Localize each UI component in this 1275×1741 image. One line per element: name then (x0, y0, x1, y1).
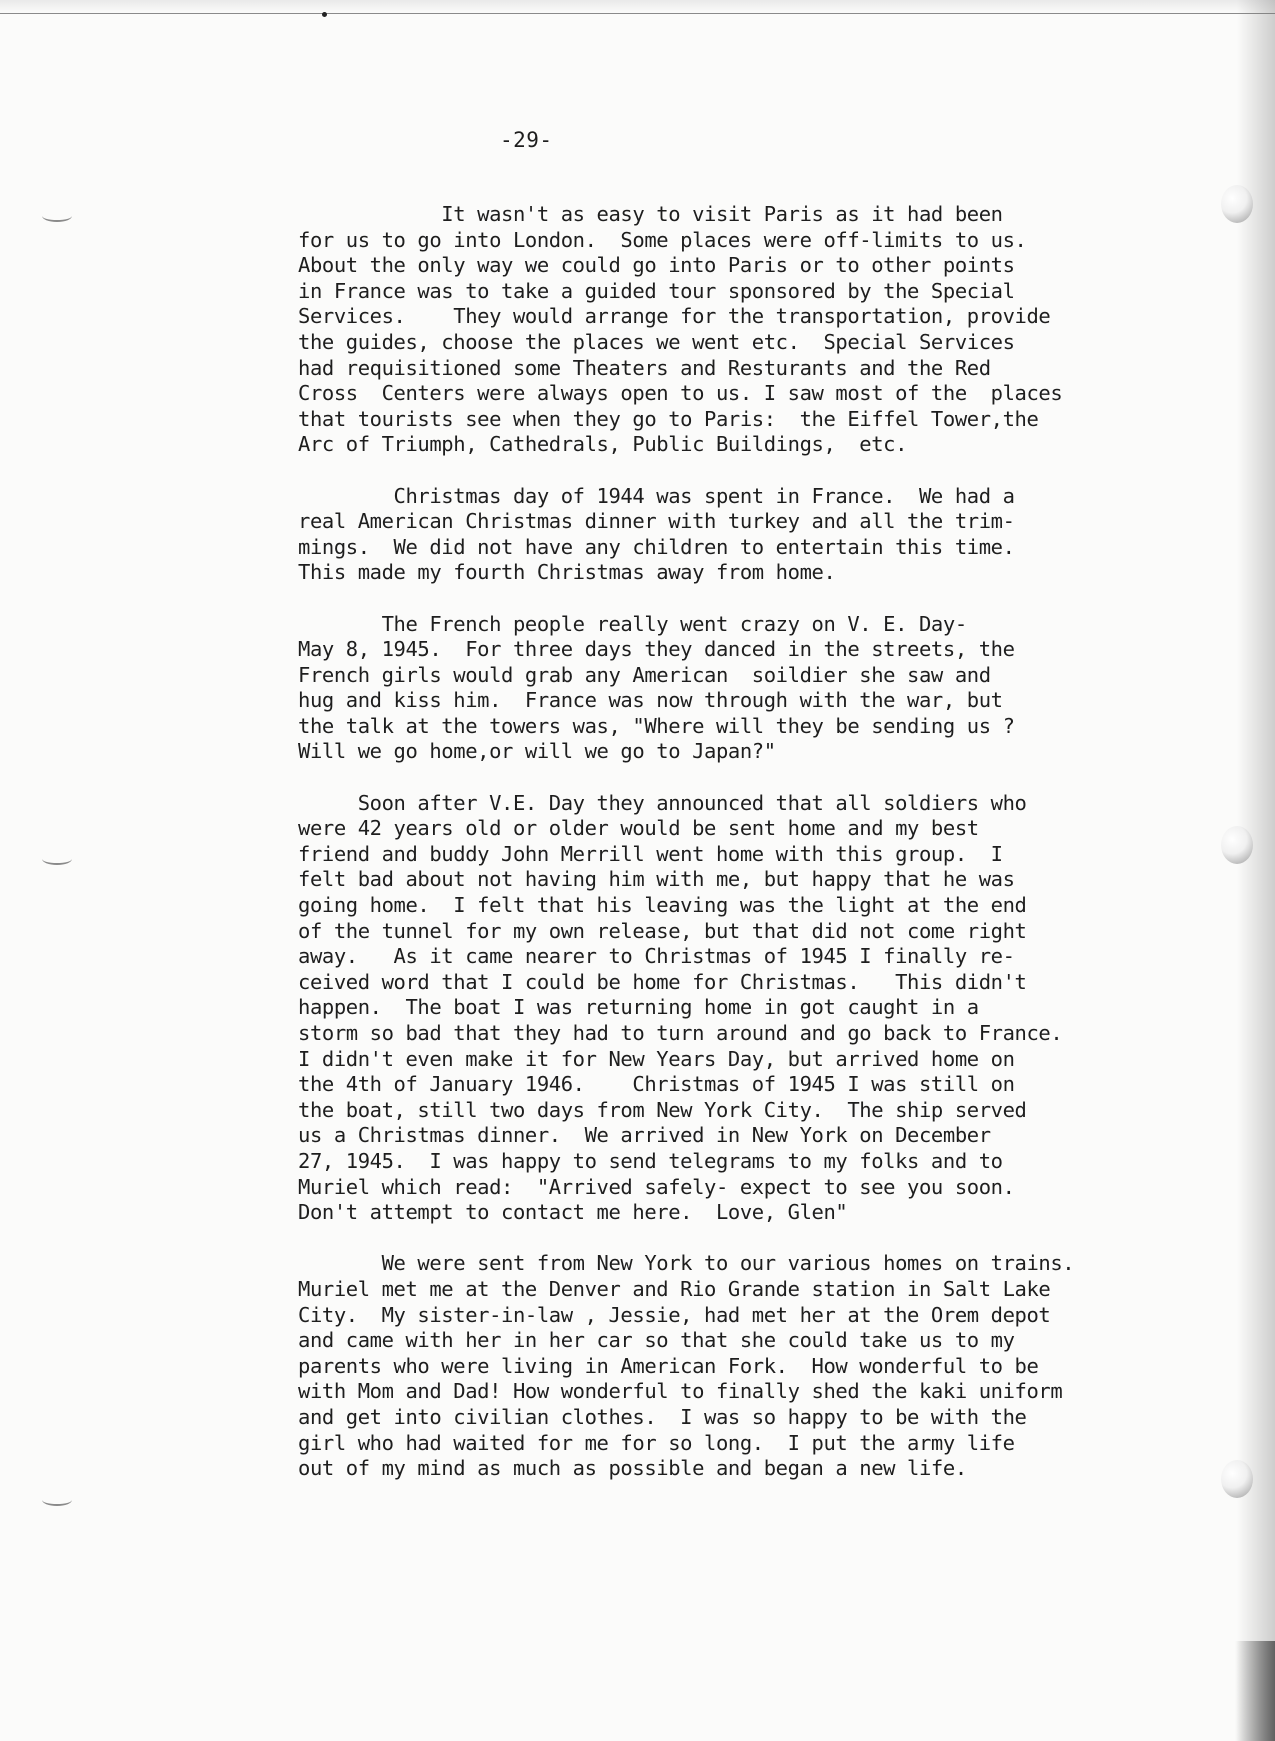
text-line: away. As it came nearer to Christmas of 1945 I finally re- (298, 944, 1015, 969)
text-line: 27, 1945. I was happy to send telegrams to my folks and to (298, 1148, 1003, 1173)
ink-dot (322, 12, 327, 17)
text-line: ceived word that I could be home for Christmas. This didn't (298, 969, 1027, 994)
text-line: girl who had waited for me for so long. I put the army life (298, 1430, 1015, 1455)
page-corner-shadow (1235, 1641, 1275, 1741)
text-line: out of my mind as much as possible and began a new life. (298, 1456, 967, 1481)
paragraph (298, 202, 1074, 458)
text-line: real American Christmas dinner with turkey and all the trim- (298, 509, 1015, 534)
text-line: parents who were living in American Fork. How wonderful to be (298, 1353, 1039, 1378)
paragraph (298, 791, 1074, 1226)
text-line: going home. I felt that his leaving was the light at the end (298, 893, 1027, 918)
text-line: It wasn't as easy to visit Paris as it had been (298, 202, 1003, 226)
text-line: the guides, choose the places we went etc. Special Services (298, 329, 1015, 354)
text-line: We were sent from New York to our various homes on trains. (298, 1251, 1075, 1276)
text-line: Cross Centers were always open to us. I saw most of the places (298, 381, 1063, 406)
text-line: The French people really went crazy on V. E. Day- (298, 611, 967, 636)
text-line: in France was to take a guided tour sponsored by the Special (298, 278, 1015, 303)
text-line: I didn't even make it for New Years Day, but arrived home on (298, 1046, 1015, 1071)
text-line: us a Christmas dinner. We arrived in New York on December (298, 1123, 991, 1148)
text-line: that tourists see when they go to Paris: the Eiffel Tower,the (298, 406, 1039, 431)
text-line: Arc of Triumph, Cathedrals, Public Buildings, etc. (298, 432, 908, 457)
text-line: for us to go into London. Some places were off-limits to us. (298, 227, 1027, 252)
text-line: the talk at the towers was, "Where will they be sending us ? (298, 713, 1015, 738)
text-line: This made my fourth Christmas away from home. (298, 560, 836, 585)
text-line: of the tunnel for my own release, but that did not come right (298, 918, 1027, 943)
text-line: Christmas day of 1944 was spent in France. We had a (298, 483, 1015, 508)
text-line: mings. We did not have any children to entertain this time. (298, 534, 1015, 559)
text-line: Soon after V.E. Day they announced that all soldiers who (298, 790, 1027, 815)
text-line: About the only way we could go into Paris or to other points (298, 253, 1015, 278)
page-top-edge (0, 0, 1275, 14)
margin-mark (42, 853, 72, 865)
text-line: Will we go home,or will we go to Japan?" (298, 739, 776, 764)
margin-mark (42, 210, 72, 222)
text-line: and came with her in her car so that she could take us to my (298, 1328, 1015, 1353)
text-line: with Mom and Dad! How wonderful to finally shed the kaki uniform (298, 1379, 1063, 1404)
margin-mark (42, 1494, 72, 1506)
paragraph (298, 1251, 1074, 1481)
text-line: felt bad about not having him with me, but happy that he was (298, 867, 1015, 892)
punch-hole (1221, 826, 1253, 864)
punch-hole (1221, 1460, 1253, 1498)
text-line: happen. The boat I was returning home in got caught in a (298, 995, 979, 1020)
text-line: friend and buddy John Merrill went home with this group. I (298, 841, 1003, 866)
paragraph (298, 612, 1074, 766)
text-line: had requisitioned some Theaters and Resturants and the Red (298, 355, 991, 380)
punch-hole (1221, 185, 1253, 223)
text-line: Muriel which read: "Arrived safely- expect to see you soon. (298, 1174, 1015, 1199)
text-line: the boat, still two days from New York City. The ship served (298, 1097, 1027, 1122)
page-number: -29- (500, 128, 553, 152)
text-line: and get into civilian clothes. I was so happy to be with the (298, 1404, 1027, 1429)
paragraph (298, 484, 1074, 586)
text-line: City. My sister-in-law , Jessie, had met her at the Orem depot (298, 1302, 1051, 1327)
text-line: Services. They would arrange for the transportation, provide (298, 304, 1051, 329)
text-line: were 42 years old or older would be sent home and my best (298, 816, 979, 841)
text-line: the 4th of January 1946. Christmas of 1945 I was still on (298, 1072, 1015, 1097)
text-line: storm so bad that they had to turn around and go back to France. (298, 1021, 1063, 1045)
text-line: May 8, 1945. For three days they danced in the streets, the (298, 637, 1015, 662)
text-line: Muriel met me at the Denver and Rio Grande station in Salt Lake (298, 1276, 1051, 1301)
text-line: hug and kiss him. France was now through with the war, but (298, 688, 1003, 713)
document-body (298, 202, 1074, 1507)
text-line: French girls would grab any American soildier she saw and (298, 662, 991, 687)
text-line: Don't attempt to contact me here. Love, Glen" (298, 1200, 848, 1225)
